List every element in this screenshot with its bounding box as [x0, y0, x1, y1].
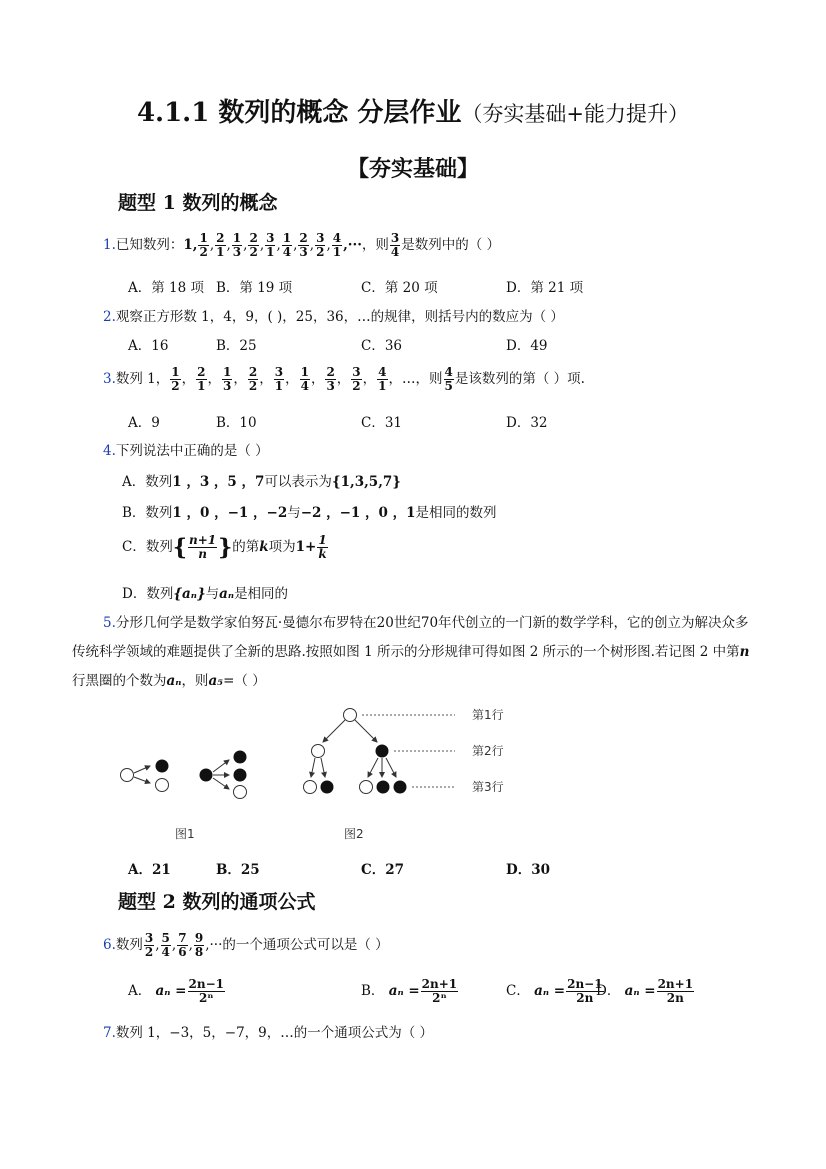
q1-seq-end: ,···: [343, 237, 362, 253]
type2-heading: 题型 2 数列的通项公式: [118, 891, 316, 913]
q2-option-c[interactable]: C．36: [361, 338, 403, 354]
q3-number: 3.: [103, 371, 116, 387]
row-2-label: 第2行: [472, 744, 504, 758]
q3-fraction: $\frac{1}{2}$: [171, 365, 180, 393]
q1-option-a[interactable]: A．第 18 项: [128, 280, 205, 296]
q1-fraction: $\frac{2}{3}$: [299, 231, 308, 259]
q1-seq-start: 1,: [183, 237, 198, 253]
q4-option-d[interactable]: D．数列{aₙ}与aₙ是相同的: [122, 586, 289, 602]
q6-fraction: $\frac{5}{4}$: [161, 931, 170, 959]
q1-fraction: $\frac{1}{4}$: [282, 231, 292, 259]
q3-option-d[interactable]: D．32: [506, 415, 548, 431]
q4-option-c[interactable]: C．数列{ $\frac{n+1}{n}$ }的第k项为1+ $\frac{1}{k}$: [122, 533, 327, 561]
q1-number: 1.: [103, 237, 116, 253]
q4-text: 下列说法中正确的是（ ）: [115, 443, 269, 459]
question-7: 7.数列 1，−3，5，−7，9，…的一个通项公式为（ ）: [103, 1025, 434, 1041]
q6-option-b[interactable]: B． aₙ = $\frac{2n+1}{\text{2ⁿ}}$: [361, 977, 458, 1005]
row-1-label: 第1行: [472, 708, 504, 722]
figure-2-caption: 图2: [344, 827, 364, 841]
question-3: [103, 366, 585, 393]
q1-fraction: $\frac{1}{3}$: [232, 231, 242, 259]
q2-option-b[interactable]: B．25: [216, 338, 257, 354]
q6-fraction: $\frac{7}{6}$: [178, 931, 187, 959]
q3-fraction: $\frac{3}{1}$: [274, 365, 284, 393]
question-1: [103, 232, 500, 259]
q6-option-c[interactable]: C． aₙ = $\frac{2n-1}{2n}$: [506, 977, 603, 1005]
q5-option-d[interactable]: D．30: [506, 862, 550, 878]
q3-fraction: $\frac{1}{4}$: [300, 365, 309, 393]
q5-option-a[interactable]: A．21: [128, 862, 171, 878]
q6-fraction: $\frac{9}{8}$: [194, 931, 204, 959]
q2-number: 2.: [103, 309, 116, 325]
question-5: 5.分形几何学是数学家伯努瓦·曼德尔布罗特在20世纪70年代创立的一门新的数学学科，它的创立为解决众多传统科学领域的难题提供了全新的思路.按照如图 1 所示的分形规律可得如图 2 所示的一个树形图.若记图 2 中第n行黑圈的个数为aₙ，则a₅=（ ）: [72, 615, 750, 689]
q1-post: 是数列中的（ ）: [401, 237, 501, 253]
q1-fraction: $\frac{2}{2}$: [249, 231, 258, 259]
q4-option-b[interactable]: B．数列1 ，0 ，−1 ，−2与−2 ，−1 ，0 ，1是相同的数列: [122, 505, 497, 521]
figure-2: [304, 709, 456, 794]
q3-option-c[interactable]: C．31: [361, 415, 403, 431]
q3-fraction: $\frac{1}{3}$: [223, 365, 232, 393]
q6-option-a[interactable]: A． aₙ = $\frac{2n-1}{\text{2ⁿ}}$: [128, 977, 224, 1005]
figure-1-caption: 图1: [175, 827, 195, 841]
q3-option-b[interactable]: B．10: [216, 415, 257, 431]
title-main: 4.1.1 数列的概念 分层作业: [136, 98, 462, 128]
q4-number: 4.: [103, 443, 116, 459]
q5-option-b[interactable]: B．25: [216, 862, 260, 878]
q1-fraction: $\frac{1}{2}$: [199, 231, 208, 259]
q1-fraction: $\frac{4}{1}$: [332, 231, 342, 259]
q3-fraction: $\frac{2}{3}$: [326, 365, 335, 393]
q6-fractions: $\frac{3}{2}$ , $\frac{5}{4}$ , $\frac{7}{6}$ , $\frac{9}{8}$: [144, 931, 204, 959]
q5-option-c[interactable]: C．27: [361, 862, 405, 878]
q1-fractions: $\frac{1}{2}$ , $\frac{2}{1}$ , $\frac{1}{3}$ , $\frac{2}{2}$ , $\frac{3}{1}$ , $\frac{1}{4}$ , $\frac{2}{3}$ , $\frac{3}{2}$ , $\frac{4}{1}$: [199, 231, 342, 259]
row-3-label: 第3行: [472, 780, 504, 794]
q3-fraction: $\frac{2}{2}$: [248, 365, 258, 393]
q3-fraction: $\frac{4}{1}$: [378, 365, 387, 393]
q2-option-d[interactable]: D．49: [506, 338, 548, 354]
q6-fraction: $\frac{3}{2}$: [144, 931, 154, 959]
figure-1: [121, 751, 247, 799]
q3-post: 是该数列的第（ ）项.: [454, 371, 585, 387]
q1-fraction: $\frac{3}{2}$: [316, 231, 325, 259]
q1-option-d[interactable]: D．第 21 项: [506, 280, 584, 296]
q1-target-fraction: $\frac{3}{4}$: [390, 231, 400, 259]
q2-text: 观察正方形数 1，4，9，( )，25，36，…的规律，则括号内的数应为（ ）: [115, 309, 564, 325]
q2-option-a[interactable]: A．16: [128, 338, 169, 354]
q1-fraction: $\frac{3}{1}$: [266, 231, 275, 259]
q1-option-b[interactable]: B．第 19 项: [216, 280, 293, 296]
q3-fractions: $\frac{1}{2}$ ， $\frac{2}{1}$ ， $\frac{1}{3}$ ， $\frac{2}{2}$ ， $\frac{3}{1}$ ， $\frac{1}{4}$ ， $\frac{2}{3}$ ， $\frac{3}{2}$ ， $\frac{4}{1}$: [171, 365, 387, 393]
q3-mid: ，…，则: [388, 371, 443, 387]
q3-pre: 数列 1，: [115, 371, 170, 387]
q1-pre: 已知数列：: [115, 237, 184, 253]
title-sub: （夯实基础+能力提升）: [461, 102, 690, 126]
question-4: [103, 439, 269, 459]
q6-option-d[interactable]: D． aₙ = $\frac{2n+1}{2n}$: [596, 977, 694, 1005]
page-title: [0, 92, 826, 129]
q1-option-c[interactable]: C．第 20 项: [361, 280, 438, 296]
type1-heading: 题型 1 数列的概念: [118, 192, 278, 214]
q1-mid: ，则: [361, 237, 389, 253]
section-heading: 【夯实基础】: [346, 156, 479, 182]
q3-option-a[interactable]: A．9: [128, 415, 160, 431]
q3-target-fraction: $\frac{4}{5}$: [444, 365, 453, 393]
q3-fraction: $\frac{2}{1}$: [197, 365, 206, 393]
q3-fraction: $\frac{3}{2}$: [352, 365, 361, 393]
question-2: [103, 305, 564, 325]
fractal-figure: [110, 700, 530, 850]
question-6: 6.数列 $\frac{3}{2}$ , $\frac{5}{4}$ , $\frac{7}{6}$ , $\frac{9}{8}$ ,···的一个通项公式可以是（ ）: [103, 931, 389, 959]
q4-option-a[interactable]: A．数列1 ，3 ，5 ，7可以表示为{1,3,5,7}: [122, 474, 401, 490]
q1-fraction: $\frac{2}{1}$: [216, 231, 225, 259]
